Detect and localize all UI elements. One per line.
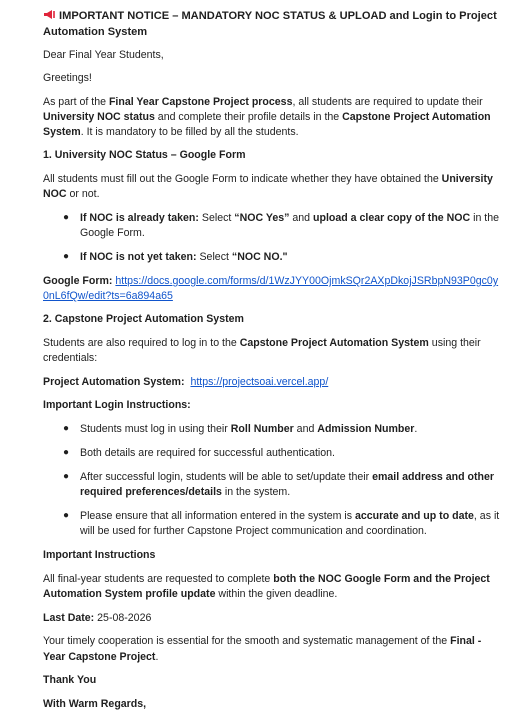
last-date-label: Last Date: — [43, 611, 95, 624]
greetings: Greetings! — [43, 72, 92, 85]
list-item: ● After successful login, students will be able to set/update their email address and other required preferences/details in the system. — [63, 471, 494, 499]
list-item: ● Both details are required for successful authentication. — [63, 447, 335, 460]
bullet-icon: ● — [63, 423, 70, 435]
closing-paragraph: Your timely cooperation is essential for the smooth and systematic management of the Final -Year Capstone Project. — [43, 635, 482, 663]
salutation: Dear Final Year Students, — [43, 48, 164, 61]
bullet-icon: ● — [63, 250, 70, 262]
google-form-label: Google Form: — [43, 274, 113, 287]
instructions-paragraph: All final-year students are requested to complete both the NOC Google Form and the Project Automation System profile update within the given deadline. — [43, 573, 490, 601]
regards: With Warm Regards, — [43, 698, 147, 711]
notice-title-text: IMPORTANT NOTICE – MANDATORY NOC STATUS & UPLOAD and Login to Project Automation System — [43, 10, 497, 39]
google-form-link[interactable]: https://docs.google.com/forms/d/1WzJYY00OjmkSQr2AXpDkojJSRbpN93P0gc0y0nL6fQw/edit?ts=6a894a65 — [43, 274, 499, 302]
section1-paragraph: All students must fill out the Google Form to indicate whether they have obtained the University NOC or not. — [43, 173, 493, 201]
google-form-block — [43, 274, 500, 304]
project-system-label: Project Automation System: — [43, 375, 185, 388]
section1-heading: 1. University NOC Status – Google Form — [43, 149, 246, 162]
login-instructions-heading: Important Login Instructions: — [43, 399, 191, 412]
list-item: ● Please ensure that all information entered in the system is accurate and up to date, as it will be used for further Capstone Project communication and coordination. — [63, 510, 500, 538]
section2-heading: 2. Capstone Project Automation System — [43, 313, 244, 325]
login-instructions-list — [43, 422, 500, 539]
section2-paragraph: Students are also required to log in to the Capstone Project Automation System using their credentials: — [43, 337, 481, 365]
important-instructions-heading: Important Instructions — [43, 549, 156, 562]
list-item: ● If NOC is already taken: Select “NOC Yes” and upload a clear copy of the NOC in the Google Form. — [63, 211, 500, 239]
last-date-value: 25-08-2026 — [94, 611, 152, 624]
bullet-icon: ● — [63, 471, 70, 483]
project-system-link[interactable]: https://projectsoai.vercel.app/ — [190, 375, 329, 388]
notice-title — [43, 9, 500, 41]
bullet-icon: ● — [63, 510, 70, 522]
last-date — [43, 611, 500, 626]
intro-paragraph: As part of the Final Year Capstone Project process, all students are required to update their University NOC status and complete their profile details in the Capstone Project Automation System. It is mandatory to be filled by all the students. — [43, 95, 491, 138]
list-item: ● Students must log in using their Roll Number and Admission Number. — [63, 423, 418, 436]
list-item: ● If NOC is not yet taken: Select “NOC NO." — [63, 250, 288, 263]
bullet-icon: ● — [63, 211, 70, 223]
bullet-icon: ● — [63, 447, 70, 459]
project-system-line — [43, 375, 500, 390]
megaphone-icon — [43, 9, 56, 25]
thank-you: Thank You — [43, 674, 97, 687]
noc-options-list — [43, 211, 500, 265]
